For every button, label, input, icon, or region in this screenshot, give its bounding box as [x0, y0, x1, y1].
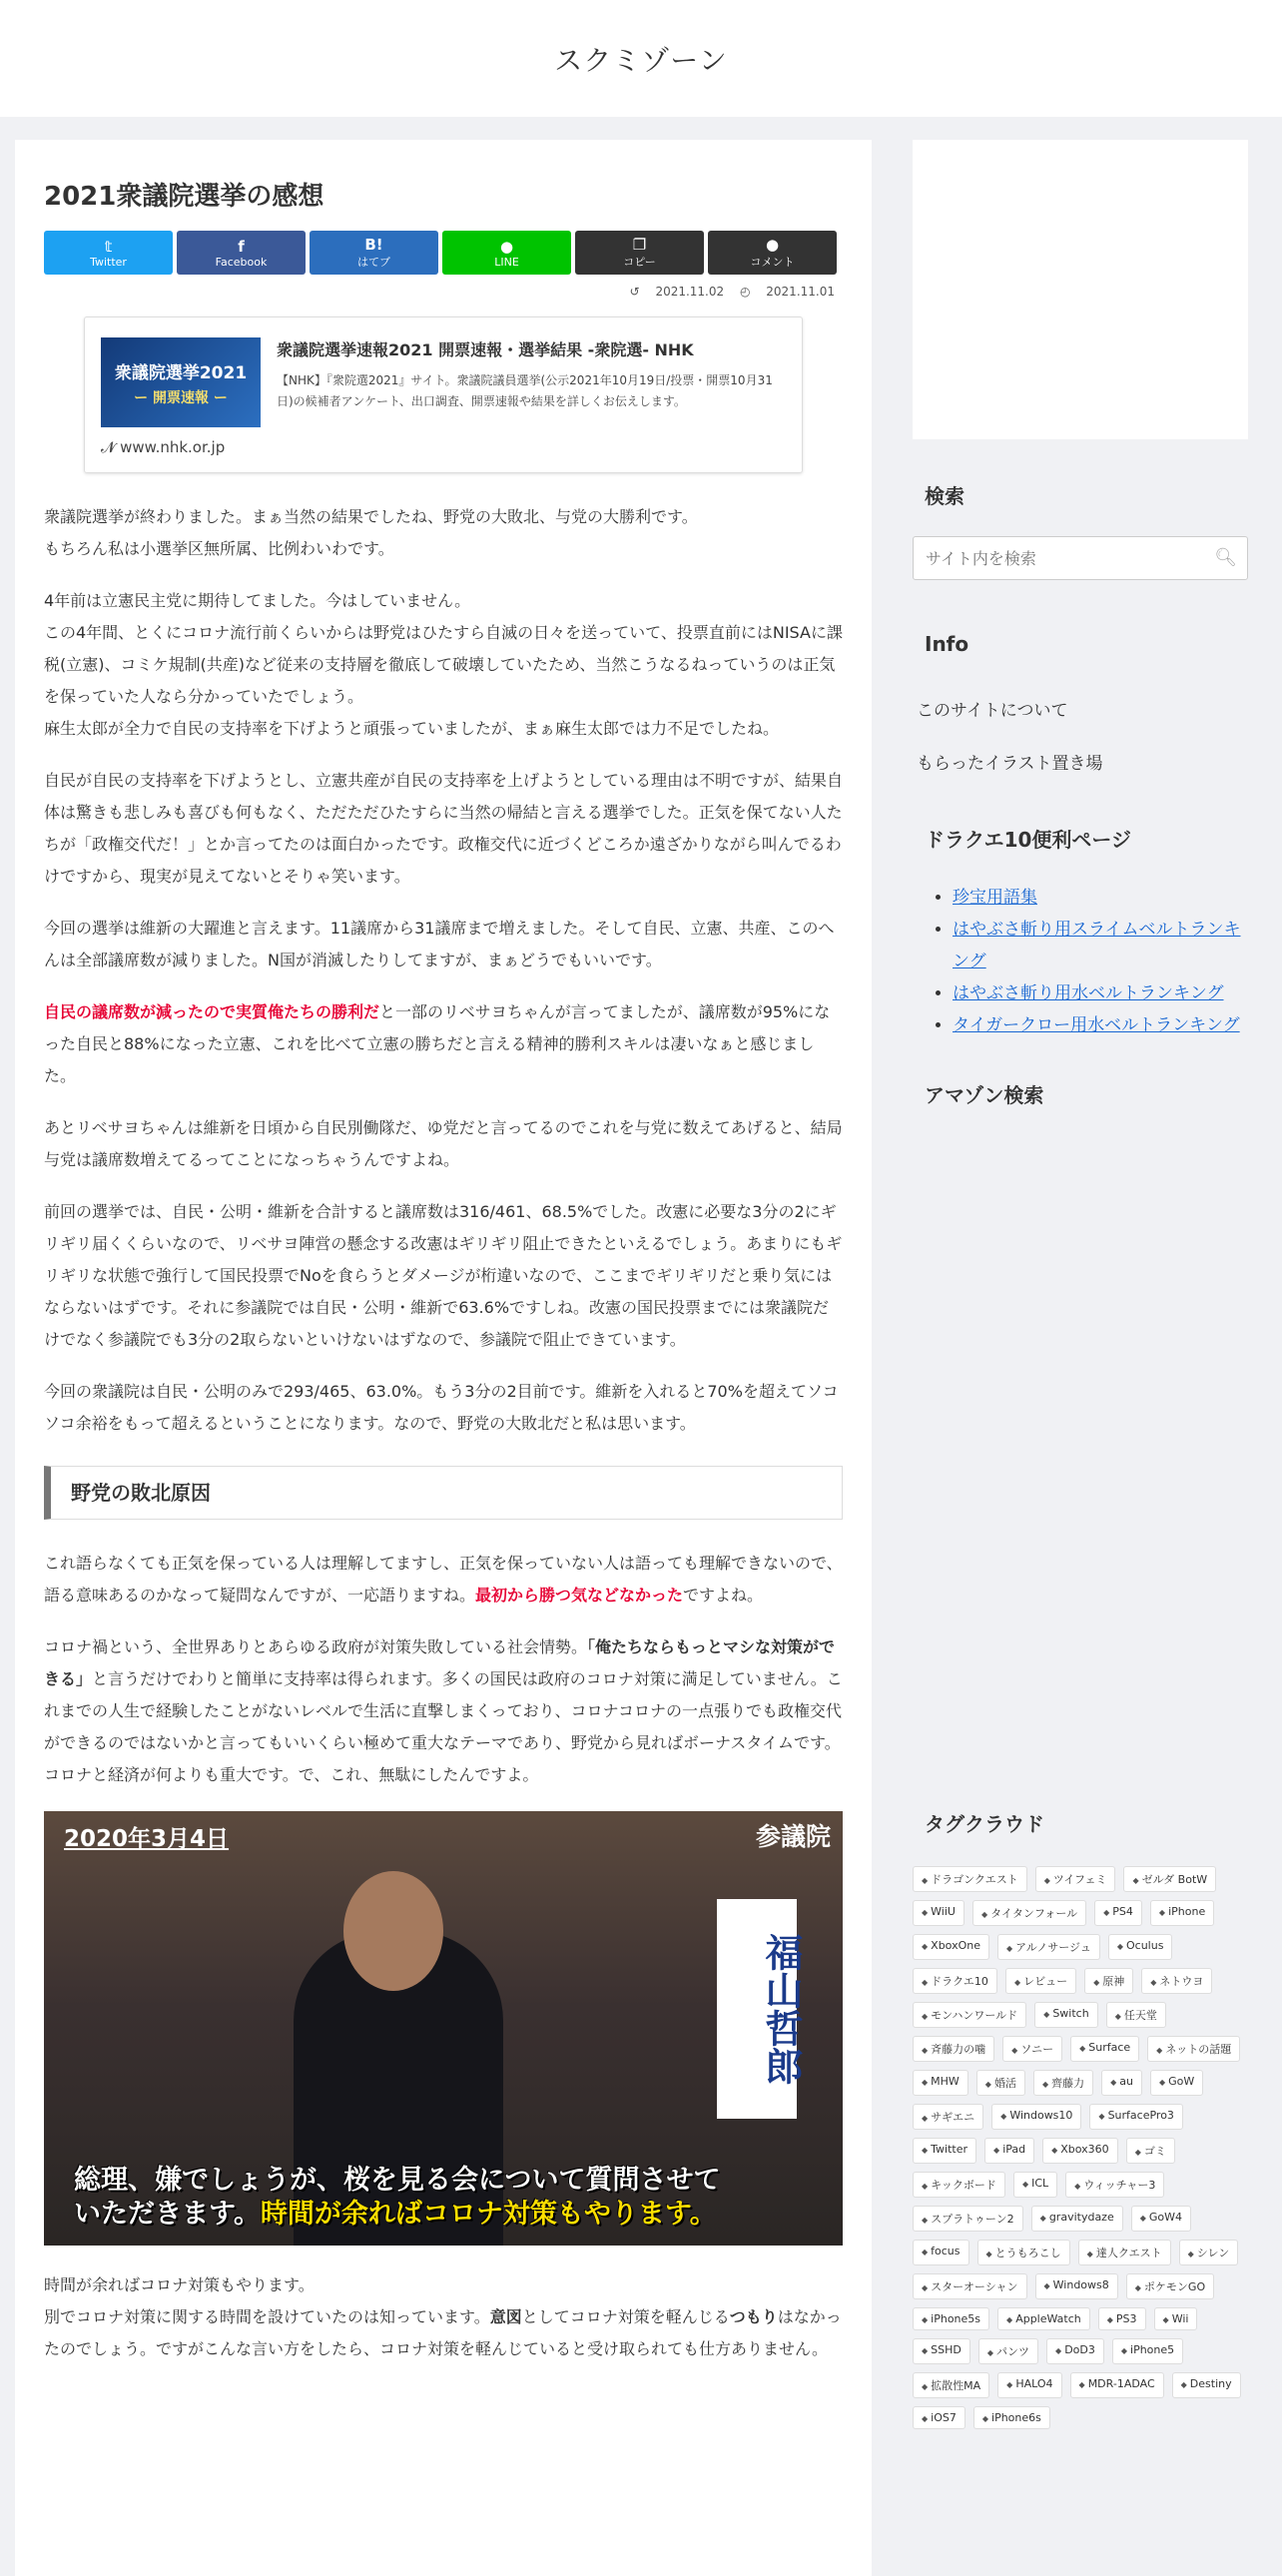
tag-link[interactable]: ◆ Twitter [913, 2138, 976, 2164]
site-header [0, 0, 1282, 117]
tag-link[interactable]: ◆ 拡散性MA [913, 2372, 989, 2398]
line-share-button[interactable]: ● LINE [442, 231, 571, 275]
tag-link[interactable]: ◆ AppleWatch [997, 2307, 1090, 2330]
widget-title: Info [913, 614, 1248, 674]
tag-link[interactable]: ◆ 原神 [1084, 1968, 1133, 1994]
tag-link[interactable]: ◆ スターオーシャン [913, 2273, 1027, 2299]
site-title[interactable]: スクミゾーン [554, 43, 728, 77]
paragraph: 今回の選挙は維新の大躍進と言えます。11議席から31議席まで増えました。そして自民、立憲、共産、このへんは全部議席数が減りました。N国が消滅したりしてますが、まぁどうでもいいです。 [44, 919, 835, 969]
amazon-widget [913, 1063, 1248, 1792]
tag-link[interactable]: ◆ iPad [984, 2138, 1034, 2164]
tag-link[interactable]: ◆ MDR-1ADAC [1070, 2372, 1164, 2398]
tag-link[interactable]: ◆ PS3 [1098, 2307, 1146, 2330]
paragraph: あとリベサヨちゃんは維新を日頃から自民別働隊だ、ゆ党だと言ってるのでこれを与党に数えてあげると、結局与党は議席数増えてるってことになっちゃうんですよね。 [44, 1118, 843, 1169]
tag-link[interactable]: ◆ スプラトゥーン2 [913, 2206, 1023, 2232]
tag-link[interactable]: ◆ iPhone5s [913, 2307, 989, 2330]
sidebar [913, 140, 1248, 2429]
tag-link[interactable]: ◆ DoD3 [1046, 2338, 1104, 2364]
tag-link[interactable]: ◆ iPhone5 [1112, 2338, 1183, 2364]
ad-space [913, 140, 1248, 439]
tag-link[interactable]: ◆ au [1101, 2070, 1142, 2096]
tag-link[interactable]: ◆ Oculus [1108, 1934, 1173, 1960]
tag-link[interactable]: ◆ ウィッチャー3 [1065, 2172, 1164, 2198]
tag-link[interactable]: ◆ iPhone6s [973, 2406, 1050, 2429]
dq-link[interactable]: はやぶさ斬り用スライムベルトランキング [953, 920, 1241, 971]
twitter-share-button[interactable]: 𝕥 Twitter [44, 231, 173, 275]
photo-house: 参議院 [755, 1822, 831, 1851]
photo-date: 2020年3月4日 [64, 1826, 230, 1852]
tag-link[interactable]: ◆ WiiU [913, 1900, 964, 1926]
info-widget [913, 614, 1248, 788]
tag-link[interactable]: ◆ iOS7 [913, 2406, 965, 2429]
twitter-icon: 𝕥 [104, 237, 113, 256]
tag-link[interactable]: ◆ アルノサージュ [997, 1934, 1100, 1960]
widget-title: タグクラウド [913, 1792, 1248, 1852]
tag-link[interactable]: ◆ 斉藤力の噛 [913, 2036, 994, 2062]
widget-title: ドラクエ10便利ページ [913, 808, 1248, 868]
tag-link[interactable]: ◆ ネトウヨ [1141, 1968, 1212, 1994]
tag-link[interactable]: ◆ 達人クエスト [1078, 2240, 1171, 2265]
sns-share-buttons [44, 231, 843, 275]
tag-link[interactable]: ◆ iPhone [1150, 1900, 1214, 1926]
tag-link[interactable]: ◆ Windows10 [991, 2104, 1081, 2130]
tag-link[interactable]: ◆ Xbox360 [1042, 2138, 1118, 2164]
tag-link[interactable]: ◆ GoW4 [1131, 2206, 1191, 2232]
tag-link[interactable]: ◆ モンハンワールド [913, 2002, 1026, 2028]
tag-link[interactable]: ◆ PS4 [1094, 1900, 1142, 1926]
tag-link[interactable]: ◆ XboxOne [913, 1934, 989, 1960]
paragraph: 時間が余ればコロナ対策もやります。 別でコロナ対策に関する時間を設けていたのは知っています。意図としてコロナ対策を軽んじるつもりはなかったのでしょう。ですがこんな言い方をしたら、コロナ対策を軽んじていると受け取られても仕方ありません。 [44, 2275, 842, 2358]
paragraph: これ語らなくても正気を保っている人は理解してますし、正気を保っていない人は語っても理解できないので、語る意味あるのかなって疑問なんですが、一応語りますね。最初から勝つ気などなかったですよね。 [44, 1554, 843, 1605]
tag-link[interactable]: ◆ Destiny [1172, 2372, 1241, 2398]
tag-link[interactable]: ◆ ツイフェミ [1035, 1866, 1116, 1892]
tag-link[interactable]: ◆ ポケモンGO [1126, 2273, 1214, 2299]
tag-link[interactable]: ◆ ゼルダ BotW [1123, 1866, 1216, 1892]
article-body [44, 501, 843, 2365]
dq-links [913, 868, 1248, 1051]
tag-link[interactable]: ◆ HALO4 [997, 2372, 1061, 2398]
tag-link[interactable]: ◆ ドラゴンクエスト [913, 1866, 1027, 1892]
tag-link[interactable]: ◆ MHW [913, 2070, 968, 2096]
search-box [913, 536, 1248, 580]
tag-link[interactable]: ◆ SSHD [913, 2338, 970, 2364]
tag-link[interactable]: ◆ SurfacePro3 [1089, 2104, 1183, 2130]
paragraph: 自民が自民の支持率を下げようとし、立憲共産が自民の支持率を上げようとしている理由は不明ですが、結果自体は驚きも悲しみも喜びも何もなく、ただただひたすらに当然の帰結と言える選挙でした。正気を保てない人たちが「政権交代だ！」とか言ってたのは面白かったです。政権交代に近づくどころか遠ざかりながら叫んでるわけですから、現実が見えてないとそりゃ笑います。 [44, 771, 844, 886]
tagcloud-widget [913, 1792, 1248, 2429]
section-heading: 野党の敗北原因 [44, 1466, 843, 1520]
tag-link[interactable]: ◆ シレン [1179, 2240, 1239, 2265]
tag-link[interactable]: ◆ focus [913, 2240, 969, 2265]
search-widget [913, 464, 1248, 580]
tag-link[interactable]: ◆ タイタンフォール [972, 1900, 1086, 1926]
search-icon[interactable]: 🔍︎ [1214, 547, 1237, 568]
article-title: 2021衆議院選挙の感想 [44, 182, 324, 212]
tag-link[interactable]: ◆ サギエニ [913, 2104, 983, 2130]
main-content [15, 140, 872, 2576]
dq-link[interactable]: 珍宝用語集 [953, 888, 1037, 908]
search-input[interactable] [914, 537, 1247, 579]
tag-link[interactable]: ◆ ソニー [1002, 2036, 1062, 2062]
tag-link[interactable]: ◆ ICL [1013, 2172, 1057, 2198]
tag-link[interactable]: ◆ ゴミ [1126, 2138, 1175, 2164]
tag-link[interactable]: ◆ キックボード [913, 2172, 1005, 2198]
comment-button[interactable]: ● コメント [708, 231, 837, 275]
info-link-illust[interactable]: もらったイラスト置き場 [917, 754, 1103, 774]
dq-widget [913, 808, 1248, 1051]
facebook-icon: f [238, 237, 245, 256]
tag-link[interactable]: ◆ Wii [1154, 2307, 1198, 2330]
paragraph: 今回の衆議院は自民・公明のみで293/465、63.0%。もう3分の2目前です。維新を入れると70%を超えてソコソコ余裕をもって超えるということになります。なので、野党の大敗北だと私は思います。 [44, 1382, 839, 1433]
hatebu-icon: B! [364, 236, 383, 254]
paragraph: 自民の議席数が減ったので実質俺たちの勝利だと一部のリベサヨちゃんが言ってましたが、議席数が95%になった自民と88%になった立憲、これを比べて立憲の勝ちだと言える精神的勝利スキルは凄いなぁと感じました。 [44, 1002, 831, 1085]
tag-link[interactable]: ◆ Windows8 [1035, 2273, 1118, 2299]
tag-link[interactable]: ◆ Switch [1034, 2002, 1098, 2028]
copy-button[interactable]: ❐ コピー [575, 231, 704, 275]
tag-link[interactable]: ◆ パンツ [978, 2338, 1038, 2364]
paragraph: 前回の選挙では、自民・公明・維新を合計すると議席数は316/461、68.5%でした。改憲に必要な3分の2にギリギリ届くくらいなので、リベサヨ陣営の懸念する改憲はギリギリ阻止できたといえるでしょう。あまりにもギリギリな状態で強行して国民投票でNoを食らうとダメージが桁違いなので、ここまでギリギリだと乗り気にはならないはずです。それに参議院では自民・公明・維新で63.6%ですしね。改憲の国民投票までには衆議院だけでなく参議院でも3分の2取らないといけないはずなので、参議院で阻止できています。 [44, 1202, 843, 1349]
post-dates [44, 285, 843, 299]
tag-link[interactable]: ◆ ドラクエ10 [913, 1968, 997, 1994]
dq-link[interactable]: タイガークロー用水ベルトランキング [953, 1015, 1240, 1035]
blog-card-thumbnail: 衆議院選挙2021 ー 開票速報 ー [101, 337, 261, 427]
comment-icon: ● [765, 236, 780, 254]
tag-link[interactable]: ◆ とうもろこし [977, 2240, 1070, 2265]
tag-link[interactable]: ◆ 婚活 [976, 2070, 1025, 2096]
copy-icon: ❐ [632, 236, 647, 254]
tag-link[interactable]: ◆ ネットの話題 [1147, 2036, 1240, 2062]
dq-link[interactable]: はやぶさ斬り用水ベルトランキング [953, 983, 1224, 1003]
blog-card[interactable] [84, 317, 803, 473]
paragraph: コロナ禍という、全世界ありとあらゆる政府が対策失敗している社会情勢。「俺たちならもっとマシな対策ができる」と言うだけでわりと簡単に支持率は得られます。多くの国民は政府のコロナ対策に満足していません。これまでの人生で経験したことがないレベルで生活に直撃しまくっており、コロナコロナの一点張りでも政権交代ができるのではないかと言ってもいいくらい極めて重大なテーマであり、野党から見ればボーナスタイムです。コロナと経済が何よりも重大です。で、これ、無駄にしたんですよ。 [44, 1637, 843, 1784]
tag-link[interactable]: ◆ Surface [1070, 2036, 1139, 2062]
article-photo [44, 1811, 843, 2246]
blog-card-site: 𝓝 www.nhk.or.jp [101, 438, 226, 456]
tag-link[interactable]: ◆ gravitydaze [1031, 2206, 1123, 2232]
tag-link[interactable]: ◆ レビュー [1005, 1968, 1076, 1994]
tag-cloud [913, 1852, 1248, 2429]
widget-title: 検索 [913, 464, 1248, 524]
tag-link[interactable]: ◆ 齊藤力 [1033, 2070, 1093, 2096]
paragraph: 衆議院選挙が終わりました。まぁ当然の結果でしたね、野党の大敗北、与党の大勝利です。 もちろん私は小選挙区無所属、比例わいわです。 [44, 507, 698, 558]
photo-name-sign: 福山哲郎 [717, 1899, 797, 2119]
published-date: ◴ 2021.11.01 [739, 285, 835, 299]
paragraph: 4年前は立憲民主党に期待してました。今はしていません。 この4年間、とくにコロナ流行前くらいからは野党はひたすら自滅の日々を送っていて、投票直前にはNISAに課税(立憲)、コミケ規制(共産)など従来の支持層を徹底して破壊していたため、当然こうなるねっていうのは正気を保っていた人なら分かっていたでしょう。 麻生太郎が全力で自民の支持率を下げようと頑張っていましたが、まぁ麻生太郎では力不足でしたね。 [44, 591, 843, 738]
tag-link[interactable]: ◆ GoW [1150, 2070, 1203, 2096]
facebook-share-button[interactable]: f Facebook [177, 231, 306, 275]
info-link-about[interactable]: このサイトについて [917, 701, 1068, 721]
blog-card-title[interactable]: 衆議院選挙速報2021 開票速報・選挙結果 -衆院選- NHK [277, 340, 694, 359]
photo-caption: 総理、嫌でしょうが、桜を見る会について質問させて いただきます。時間が余ればコロナ対策もやります。 [74, 2165, 721, 2230]
tag-link[interactable]: ◆ 任天堂 [1106, 2002, 1166, 2028]
amazon-widget-space [913, 1123, 1248, 1792]
hatebu-share-button[interactable]: B! はてブ [310, 231, 438, 275]
updated-date: ↺ 2021.11.02 [629, 285, 725, 299]
line-icon: ● [499, 237, 514, 256]
blog-card-description: 【NHK】『衆院選2021』サイト。衆議院議員選挙(公示2021年10月19日/投票・開票10月31日)の候補者アンケート、出口調査、開票速報や結果を詳しくお伝えします。 [277, 373, 773, 408]
widget-title: アマゾン検索 [913, 1063, 1248, 1123]
